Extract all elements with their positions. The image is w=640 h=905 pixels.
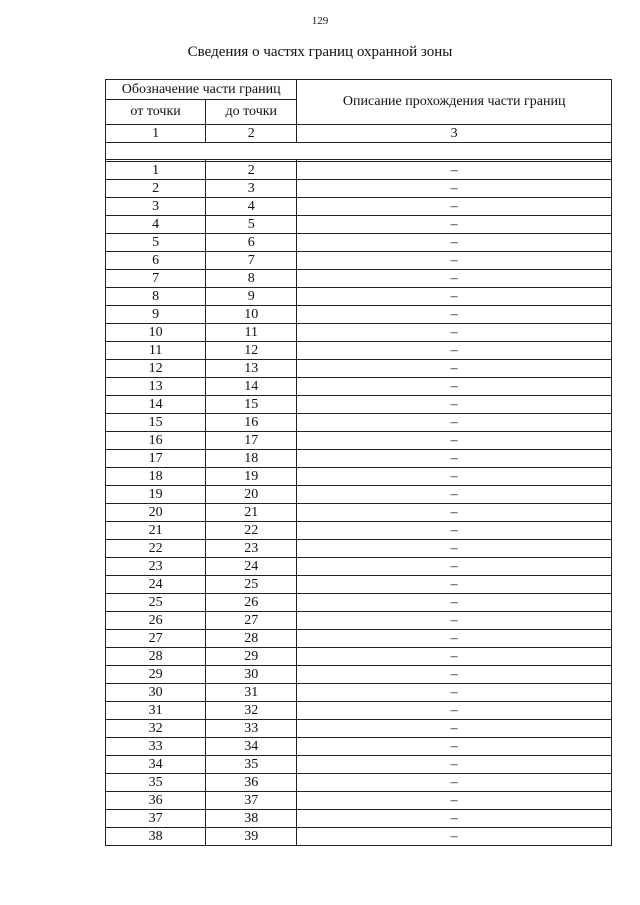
to-point-cell: 37 <box>206 792 297 810</box>
from-point-cell: 37 <box>106 810 206 828</box>
description-cell: – <box>297 756 612 774</box>
empty-row <box>106 143 612 160</box>
from-point-cell: 29 <box>106 666 206 684</box>
table-row <box>106 180 612 198</box>
description-cell: – <box>297 162 612 180</box>
from-point-cell: 34 <box>106 756 206 774</box>
to-point-cell: 28 <box>206 630 297 648</box>
to-point-cell: 10 <box>206 306 297 324</box>
table-row <box>106 252 612 270</box>
from-point-cell: 20 <box>106 504 206 522</box>
from-point-cell: 3 <box>106 198 206 216</box>
header-row-group <box>106 80 612 100</box>
table-row <box>106 450 612 468</box>
description-cell: – <box>297 594 612 612</box>
table-row <box>106 162 612 180</box>
to-point-cell: 9 <box>206 288 297 306</box>
column-number-3: 3 <box>297 125 612 143</box>
table-row <box>106 288 612 306</box>
from-point-cell: 24 <box>106 576 206 594</box>
to-point-cell: 3 <box>206 180 297 198</box>
from-point-cell: 9 <box>106 306 206 324</box>
to-point-cell: 22 <box>206 522 297 540</box>
to-point-cell: 33 <box>206 720 297 738</box>
description-cell: – <box>297 468 612 486</box>
description-cell: – <box>297 450 612 468</box>
description-cell: – <box>297 180 612 198</box>
description-cell: – <box>297 198 612 216</box>
table-row <box>106 738 612 756</box>
from-point-cell: 30 <box>106 684 206 702</box>
to-point-cell: 23 <box>206 540 297 558</box>
table-row <box>106 360 612 378</box>
from-point-cell: 7 <box>106 270 206 288</box>
description-cell: – <box>297 576 612 594</box>
from-point-cell: 18 <box>106 468 206 486</box>
from-point-cell: 11 <box>106 342 206 360</box>
table-row <box>106 702 612 720</box>
table-row <box>106 342 612 360</box>
description-cell: – <box>297 270 612 288</box>
to-point-cell: 38 <box>206 810 297 828</box>
to-point-cell: 19 <box>206 468 297 486</box>
description-cell: – <box>297 648 612 666</box>
description-cell: – <box>297 774 612 792</box>
from-point-cell: 1 <box>106 162 206 180</box>
to-point-cell: 26 <box>206 594 297 612</box>
from-point-cell: 28 <box>106 648 206 666</box>
to-point-cell: 12 <box>206 342 297 360</box>
table-row <box>106 540 612 558</box>
description-cell: – <box>297 378 612 396</box>
from-point-cell: 22 <box>106 540 206 558</box>
header-to-point: до точки <box>206 100 297 125</box>
from-point-cell: 8 <box>106 288 206 306</box>
to-point-cell: 18 <box>206 450 297 468</box>
table-row <box>106 720 612 738</box>
to-point-cell: 4 <box>206 198 297 216</box>
table-row <box>106 756 612 774</box>
to-point-cell: 6 <box>206 234 297 252</box>
description-cell: – <box>297 432 612 450</box>
from-point-cell: 26 <box>106 612 206 630</box>
description-cell: – <box>297 504 612 522</box>
to-point-cell: 7 <box>206 252 297 270</box>
description-cell: – <box>297 702 612 720</box>
description-cell: – <box>297 828 612 846</box>
description-cell: – <box>297 522 612 540</box>
from-point-cell: 4 <box>106 216 206 234</box>
to-point-cell: 14 <box>206 378 297 396</box>
from-point-cell: 16 <box>106 432 206 450</box>
table-row <box>106 504 612 522</box>
from-point-cell: 36 <box>106 792 206 810</box>
to-point-cell: 31 <box>206 684 297 702</box>
table-row <box>106 306 612 324</box>
description-cell: – <box>297 288 612 306</box>
description-cell: – <box>297 252 612 270</box>
to-point-cell: 25 <box>206 576 297 594</box>
from-point-cell: 25 <box>106 594 206 612</box>
table-row <box>106 558 612 576</box>
to-point-cell: 2 <box>206 162 297 180</box>
from-point-cell: 10 <box>106 324 206 342</box>
description-cell: – <box>297 306 612 324</box>
description-cell: – <box>297 738 612 756</box>
from-point-cell: 21 <box>106 522 206 540</box>
description-cell: – <box>297 360 612 378</box>
table-row <box>106 630 612 648</box>
table-row <box>106 216 612 234</box>
to-point-cell: 15 <box>206 396 297 414</box>
to-point-cell: 8 <box>206 270 297 288</box>
boundary-parts-table <box>105 79 612 846</box>
description-cell: – <box>297 342 612 360</box>
from-point-cell: 32 <box>106 720 206 738</box>
table-row <box>106 198 612 216</box>
from-point-cell: 27 <box>106 630 206 648</box>
table-row <box>106 774 612 792</box>
column-number-row <box>106 125 612 143</box>
from-point-cell: 23 <box>106 558 206 576</box>
to-point-cell: 17 <box>206 432 297 450</box>
table-row <box>106 648 612 666</box>
column-number-1: 1 <box>106 125 206 143</box>
description-cell: – <box>297 396 612 414</box>
to-point-cell: 39 <box>206 828 297 846</box>
table-row <box>106 792 612 810</box>
table-row <box>106 594 612 612</box>
from-point-cell: 35 <box>106 774 206 792</box>
table-row <box>106 576 612 594</box>
table-row <box>106 270 612 288</box>
description-cell: – <box>297 540 612 558</box>
description-cell: – <box>297 792 612 810</box>
from-point-cell: 15 <box>106 414 206 432</box>
column-number-2: 2 <box>206 125 297 143</box>
empty-cell <box>106 143 612 160</box>
table-row <box>106 414 612 432</box>
table-row <box>106 522 612 540</box>
from-point-cell: 5 <box>106 234 206 252</box>
to-point-cell: 13 <box>206 360 297 378</box>
to-point-cell: 11 <box>206 324 297 342</box>
header-from-point: от точки <box>106 100 206 125</box>
from-point-cell: 38 <box>106 828 206 846</box>
description-cell: – <box>297 234 612 252</box>
page-number: 129 <box>311 15 329 27</box>
to-point-cell: 21 <box>206 504 297 522</box>
from-point-cell: 17 <box>106 450 206 468</box>
description-cell: – <box>297 810 612 828</box>
header-boundary-designation: Обозначение части границ <box>106 80 297 100</box>
to-point-cell: 16 <box>206 414 297 432</box>
description-cell: – <box>297 684 612 702</box>
page-title: Сведения о частях границ охранной зоны <box>187 44 453 60</box>
from-point-cell: 13 <box>106 378 206 396</box>
table-row <box>106 486 612 504</box>
description-cell: – <box>297 216 612 234</box>
table-row <box>106 810 612 828</box>
description-cell: – <box>297 630 612 648</box>
table-row <box>106 666 612 684</box>
description-cell: – <box>297 558 612 576</box>
table-row <box>106 396 612 414</box>
description-cell: – <box>297 612 612 630</box>
table-row <box>106 378 612 396</box>
description-cell: – <box>297 414 612 432</box>
table-row <box>106 324 612 342</box>
to-point-cell: 34 <box>206 738 297 756</box>
table-row <box>106 234 612 252</box>
description-cell: – <box>297 666 612 684</box>
to-point-cell: 32 <box>206 702 297 720</box>
description-cell: – <box>297 486 612 504</box>
to-point-cell: 36 <box>206 774 297 792</box>
table-row <box>106 612 612 630</box>
to-point-cell: 35 <box>206 756 297 774</box>
table-row <box>106 828 612 846</box>
description-cell: – <box>297 324 612 342</box>
to-point-cell: 29 <box>206 648 297 666</box>
to-point-cell: 20 <box>206 486 297 504</box>
table-row <box>106 684 612 702</box>
to-point-cell: 27 <box>206 612 297 630</box>
to-point-cell: 24 <box>206 558 297 576</box>
description-cell: – <box>297 720 612 738</box>
table-row <box>106 468 612 486</box>
to-point-cell: 5 <box>206 216 297 234</box>
from-point-cell: 12 <box>106 360 206 378</box>
from-point-cell: 33 <box>106 738 206 756</box>
to-point-cell: 30 <box>206 666 297 684</box>
from-point-cell: 2 <box>106 180 206 198</box>
table-body <box>106 80 612 846</box>
from-point-cell: 6 <box>106 252 206 270</box>
from-point-cell: 19 <box>106 486 206 504</box>
table-row <box>106 432 612 450</box>
from-point-cell: 14 <box>106 396 206 414</box>
header-description: Описание прохождения части границ <box>297 80 612 125</box>
from-point-cell: 31 <box>106 702 206 720</box>
